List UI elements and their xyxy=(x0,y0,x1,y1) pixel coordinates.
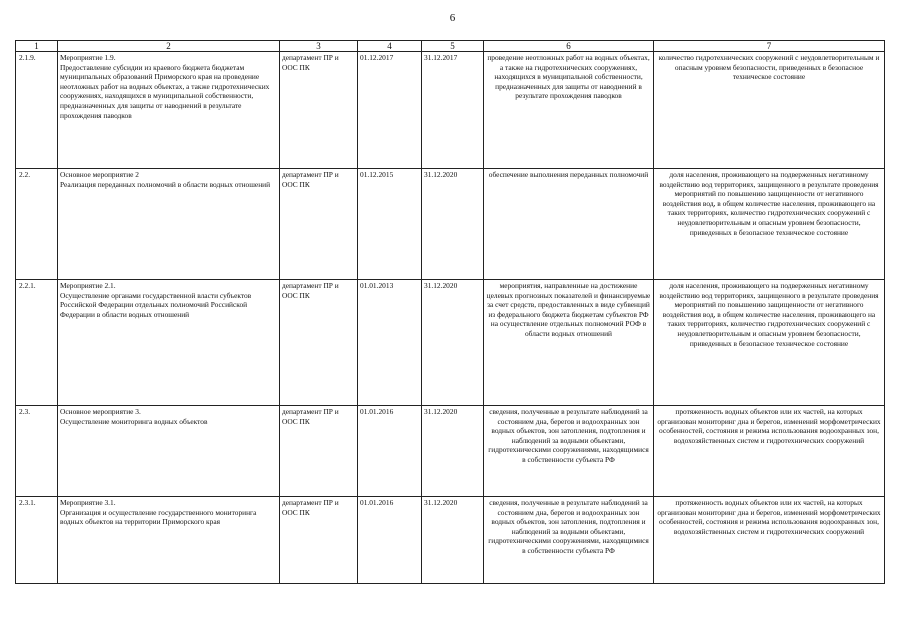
page-number: 6 xyxy=(449,12,456,24)
indicator: количество гидротехнических сооружений с неудовлетворительным и опасным уровнем безопасности, приведенных в безопасное техническое состояние xyxy=(654,52,885,169)
measure-name: Мероприятие 1.9. Предоставление субсидии из краевого бюджета бюджетам муниципальных образований Приморского края на проведение неотложных работ на водных объектах, а также гидротехнических сооружениях, находящихся в муниципальной собственности, предназначенных для защиты от наводнений в результате прохождения паводков xyxy=(58,52,280,169)
table-row xyxy=(16,169,885,280)
header-cell: 2 xyxy=(58,41,280,52)
row-number: 2.1.9. xyxy=(16,52,58,169)
table-row xyxy=(16,406,885,497)
measure-name: Мероприятие 3.1. Организация и осуществление государственного мониторинга водных объектов на территории Приморского края xyxy=(58,497,280,584)
start-date: 01.01.2016 xyxy=(358,497,422,584)
header-cell: 6 xyxy=(484,41,654,52)
table-row xyxy=(16,497,885,584)
measure-name: Основное мероприятие 2 Реализация переданных полномочий в области водных отношений xyxy=(58,169,280,280)
table-row xyxy=(16,280,885,406)
start-date: 01.12.2017 xyxy=(358,52,422,169)
executor: департамент ПР и ООС ПК xyxy=(280,497,358,584)
indicator: протяженность водных объектов или их частей, на которых организован мониторинг дна и берегов, изменений морфометрических особенностей, состояния и режима использования водоохранных зон, водохозяйственных систем и гидротехнических сооружений xyxy=(654,497,885,584)
indicator: протяженность водных объектов или их частей, на которых организован мониторинг дна и берегов, изменений морфометрических особенностей, состояния и режима использования водоохранных зон, водохозяйственных систем и гидротехнических сооружений xyxy=(654,406,885,497)
header-cell: 3 xyxy=(280,41,358,52)
measure-name: Основное мероприятие 3. Осуществление мониторинга водных объектов xyxy=(58,406,280,497)
start-date: 01.01.2016 xyxy=(358,406,422,497)
row-number: 2.2.1. xyxy=(16,280,58,406)
expected-result: сведения, полученные в результате наблюдений за состоянием дна, берегов и водоохранных зон водных объектов, зон затопления, подтопления и наблюдений за водными объектами, гидротехническими сооружениями, находящимися в собственности субъекта РФ xyxy=(484,406,654,497)
expected-result: сведения, полученные в результате наблюдений за состоянием дна, берегов и водоохранных зон водных объектов, зон затопления, подтопления и наблюдений за водными объектами, гидротехническими сооружениями, находящимися в собственности субъекта РФ xyxy=(484,497,654,584)
header-cell: 4 xyxy=(358,41,422,52)
indicator: доля населения, проживающего на подверженных негативному воздействию вод территориях, защищенного в результате проведения мероприятий по повышению защищенности от негативного воздействия вод, в общем количестве населения, проживающего на таких территориях, количество гидротехнических сооружений с неудовлетворительным и опасным уровнем безопасности, приведенных в безопасное техническое состояние xyxy=(654,280,885,406)
executor: департамент ПР и ООС ПК xyxy=(280,280,358,406)
program-table xyxy=(15,40,885,584)
start-date: 01.12.2015 xyxy=(358,169,422,280)
header-cell: 5 xyxy=(422,41,484,52)
end-date: 31.12.2020 xyxy=(422,280,484,406)
expected-result: мероприятия, направленные на достижение целевых прогнозных показателей и финансируемые за счет средств, предоставленных в виде субвенций из федерального бюджета бюджетам субъектов РФ на осуществление отдельных полномочий РОФ в области водных отношений xyxy=(484,280,654,406)
end-date: 31.12.2020 xyxy=(422,497,484,584)
header-cell: 7 xyxy=(654,41,885,52)
end-date: 31.12.2020 xyxy=(422,406,484,497)
table-row xyxy=(16,52,885,169)
end-date: 31.12.2017 xyxy=(422,52,484,169)
measure-name: Мероприятие 2.1. Осуществление органами государственной власти субъектов Российской Федерации отдельных полномочий Российской Федерации в области водных отношений xyxy=(58,280,280,406)
row-number: 2.3. xyxy=(16,406,58,497)
row-number: 2.2. xyxy=(16,169,58,280)
row-number: 2.3.1. xyxy=(16,497,58,584)
executor: департамент ПР и ООС ПК xyxy=(280,52,358,169)
expected-result: обеспечение выполнения переданных полномочий xyxy=(484,169,654,280)
header-cell: 1 xyxy=(16,41,58,52)
header-row xyxy=(16,41,885,52)
executor: департамент ПР и ООС ПК xyxy=(280,169,358,280)
end-date: 31.12.2020 xyxy=(422,169,484,280)
expected-result: проведение неотложных работ на водных объектах, а также на гидротехнических сооружениях, находящихся в муниципальной собственности, предназначенных для защиты от наводнений в результате прохождения паводков xyxy=(484,52,654,169)
start-date: 01.01.2013 xyxy=(358,280,422,406)
indicator: доля населения, проживающего на подверженных негативному воздействию вод территориях, защищенного в результате проведения мероприятий по повышению защищенности от негативного воздействия вод, в общем количестве населения, проживающего на таких территориях, количество гидротехнических сооружений с неудовлетворительным и опасным уровнем безопасности, приведенных в безопасное техническое состояние xyxy=(654,169,885,280)
executor: департамент ПР и ООС ПК xyxy=(280,406,358,497)
